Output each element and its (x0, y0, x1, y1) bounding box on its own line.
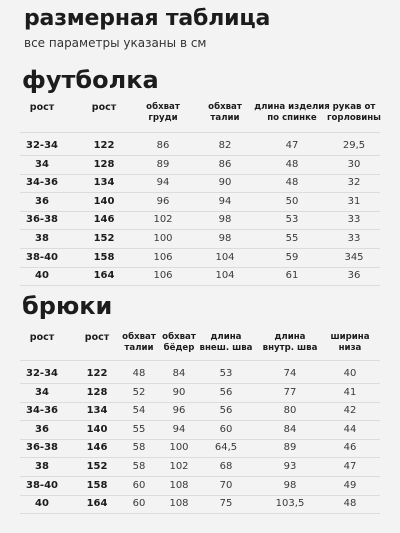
pants-header-col-3 (162, 332, 196, 354)
pants-header-line: талии (124, 343, 154, 353)
pants-cell: 60 (132, 498, 146, 510)
tshirt-cell: 33 (347, 214, 361, 226)
tshirt-header-line: длина изделия (254, 102, 330, 112)
tshirt-cell: 82 (218, 140, 232, 151)
pants-cell: 84 (283, 423, 297, 435)
pants-header-line: обхват (122, 332, 156, 342)
pants-cell: 75 (219, 498, 233, 510)
pants-header-line: обхват (162, 332, 196, 342)
tshirt-cell: 94 (156, 177, 170, 189)
tshirt-header-line: горловины (327, 113, 381, 123)
tshirt-cell: 158 (93, 251, 115, 263)
tshirt-row-divider (20, 155, 380, 156)
tshirt-cell: 36 (35, 195, 49, 207)
tshirt-cell: 128 (93, 158, 115, 170)
pants-cell: 164 (86, 498, 108, 510)
pants-cell: 36-38 (26, 442, 58, 454)
pants-row-divider (20, 495, 380, 496)
tshirt-header-line: по спинке (267, 113, 317, 123)
pants-header-col-6 (330, 332, 369, 354)
pants-cell: 98 (283, 479, 297, 491)
tshirt-header-line: рост (91, 102, 117, 113)
pants-cell: 54 (132, 405, 146, 417)
tshirt-cell: 53 (285, 214, 299, 226)
tshirt-cell: 89 (156, 158, 170, 170)
tshirt-cell: 59 (285, 251, 299, 263)
pants-cell: 41 (343, 386, 357, 398)
pants-header-col-5 (263, 332, 318, 354)
tshirt-header-col-0 (30, 102, 54, 113)
tshirt-cell: 102 (153, 214, 173, 226)
tshirt-cell: 29,5 (342, 140, 366, 151)
page-subtitle: все параметры указаны в см (24, 36, 207, 50)
tshirt-cell: 98 (218, 214, 232, 226)
pants-cell: 32-34 (26, 368, 58, 379)
tshirt-cell: 94 (218, 195, 232, 207)
pants-cell: 34-36 (26, 405, 58, 417)
pants-header-line: внеш. шва (199, 343, 253, 353)
pants-cell: 64,5 (214, 442, 238, 454)
pants-header-divider (20, 360, 380, 361)
tshirt-row-divider (20, 248, 380, 249)
tshirt-header-divider (20, 132, 380, 133)
pants-cell: 53 (219, 368, 233, 379)
pants-cell: 94 (172, 423, 186, 435)
pants-cell: 93 (283, 461, 297, 472)
page-title: размерная таблица (24, 6, 271, 31)
pants-cell: 44 (343, 423, 357, 435)
tshirt-cell: 86 (156, 140, 170, 151)
tshirt-row-divider (20, 174, 380, 175)
tshirt-header-col-4 (254, 102, 330, 124)
pants-cell: 38 (35, 461, 49, 472)
pants-header-line: внутр. шва (262, 343, 318, 353)
pants-header-col-0 (30, 332, 54, 343)
tshirt-cell: 40 (35, 270, 49, 282)
tshirt-cell: 104 (215, 270, 235, 282)
pants-cell: 74 (283, 368, 297, 379)
tshirt-cell: 146 (93, 214, 115, 226)
tshirt-header-line: рукав от (332, 102, 376, 112)
tshirt-cell: 100 (153, 233, 173, 244)
tshirt-row-divider (20, 267, 380, 268)
pants-header-line: бёдер (163, 343, 195, 353)
tshirt-cell: 34 (35, 158, 49, 170)
pants-cell: 70 (219, 479, 233, 491)
pants-header-line: рост (29, 332, 55, 343)
pants-cell: 89 (283, 442, 297, 454)
pants-cell: 58 (132, 442, 146, 454)
pants-row-divider (20, 476, 380, 477)
pants-header-line: рост (84, 332, 110, 343)
tshirt-cell: 47 (285, 140, 299, 151)
pants-cell: 47 (343, 461, 357, 472)
tshirt-cell: 106 (153, 270, 173, 282)
pants-cell: 34 (35, 386, 49, 398)
pants-cell: 56 (219, 386, 233, 398)
pants-cell: 77 (283, 386, 297, 398)
pants-row-divider (20, 402, 380, 403)
tshirt-header-line: рост (29, 102, 55, 113)
pants-cell: 122 (86, 368, 108, 379)
pants-header-line: низа (338, 343, 362, 353)
pants-row-divider (20, 383, 380, 384)
pants-cell: 60 (219, 423, 233, 435)
tshirt-cell: 90 (218, 177, 232, 189)
pants-cell: 36 (35, 423, 49, 435)
pants-cell: 108 (169, 498, 189, 510)
pants-header-col-4 (200, 332, 253, 354)
pants-section-title: брюки (22, 292, 113, 320)
tshirt-cell: 140 (93, 195, 115, 207)
pants-cell: 103,5 (275, 498, 305, 510)
pants-cell: 108 (169, 479, 189, 491)
tshirt-cell: 50 (285, 195, 299, 207)
tshirt-cell: 30 (347, 158, 361, 170)
pants-cell: 40 (343, 368, 357, 379)
pants-cell: 55 (132, 423, 146, 435)
tshirt-cell: 34-36 (26, 177, 58, 189)
pants-cell: 40 (35, 498, 49, 510)
tshirt-header-col-2 (146, 102, 180, 124)
tshirt-header-line: груди (148, 113, 178, 123)
tshirt-header-col-3 (208, 102, 242, 124)
pants-cell: 52 (132, 386, 146, 398)
pants-row-divider (20, 513, 380, 514)
pants-header-col-2 (122, 332, 156, 354)
tshirt-header-col-1 (92, 102, 116, 113)
tshirt-header-col-5 (327, 102, 381, 124)
tshirt-cell: 38-40 (26, 251, 58, 263)
pants-cell: 96 (172, 405, 186, 417)
pants-cell: 42 (343, 405, 357, 417)
tshirt-cell: 152 (93, 233, 115, 244)
tshirt-cell: 104 (215, 251, 235, 263)
pants-cell: 60 (132, 479, 146, 491)
tshirt-cell: 164 (93, 270, 115, 282)
pants-cell: 90 (172, 386, 186, 398)
tshirt-cell: 31 (347, 195, 361, 207)
pants-cell: 102 (169, 461, 189, 472)
tshirt-row-divider (20, 211, 380, 212)
pants-cell: 158 (86, 479, 108, 491)
pants-row-divider (20, 457, 380, 458)
pants-cell: 100 (169, 442, 189, 454)
tshirt-cell: 33 (347, 233, 361, 244)
tshirt-cell: 98 (218, 233, 232, 244)
tshirt-header-line: обхват (146, 102, 180, 112)
pants-header-line: длина (274, 332, 306, 342)
tshirt-cell: 61 (285, 270, 299, 282)
tshirt-cell: 48 (285, 158, 299, 170)
tshirt-cell: 122 (93, 140, 115, 151)
pants-cell: 68 (219, 461, 233, 472)
tshirt-cell: 86 (218, 158, 232, 170)
pants-cell: 140 (86, 423, 108, 435)
tshirt-header-line: обхват (208, 102, 242, 112)
pants-row-divider (20, 420, 380, 421)
pants-row-divider (20, 439, 380, 440)
tshirt-cell: 38 (35, 233, 49, 244)
tshirt-cell: 55 (285, 233, 299, 244)
tshirt-header-line: талии (210, 113, 240, 123)
tshirt-cell: 134 (93, 177, 115, 189)
pants-cell: 152 (86, 461, 108, 472)
tshirt-row-divider (20, 229, 380, 230)
pants-header-col-1 (85, 332, 109, 343)
tshirt-cell: 106 (153, 251, 173, 263)
tshirt-cell: 36-38 (26, 214, 58, 226)
pants-cell: 146 (86, 442, 108, 454)
pants-cell: 80 (283, 405, 297, 417)
pants-cell: 38-40 (26, 479, 58, 491)
pants-cell: 48 (343, 498, 357, 510)
pants-cell: 128 (86, 386, 108, 398)
pants-header-line: длина (210, 332, 242, 342)
pants-cell: 46 (343, 442, 357, 454)
tshirt-cell: 96 (156, 195, 170, 207)
tshirt-row-divider (20, 192, 380, 193)
pants-cell: 48 (132, 368, 146, 379)
tshirt-cell: 32-34 (26, 140, 58, 151)
tshirt-cell: 48 (285, 177, 299, 189)
tshirt-cell: 36 (347, 270, 361, 282)
tshirt-row-divider (20, 285, 380, 286)
pants-cell: 58 (132, 461, 146, 472)
pants-cell: 49 (343, 479, 357, 491)
tshirt-cell: 345 (344, 251, 364, 263)
pants-cell: 84 (172, 368, 186, 379)
pants-cell: 56 (219, 405, 233, 417)
tshirt-cell: 32 (347, 177, 361, 189)
pants-header-line: ширина (330, 332, 370, 342)
pants-cell: 134 (86, 405, 108, 417)
tshirt-section-title: футболка (22, 66, 159, 94)
